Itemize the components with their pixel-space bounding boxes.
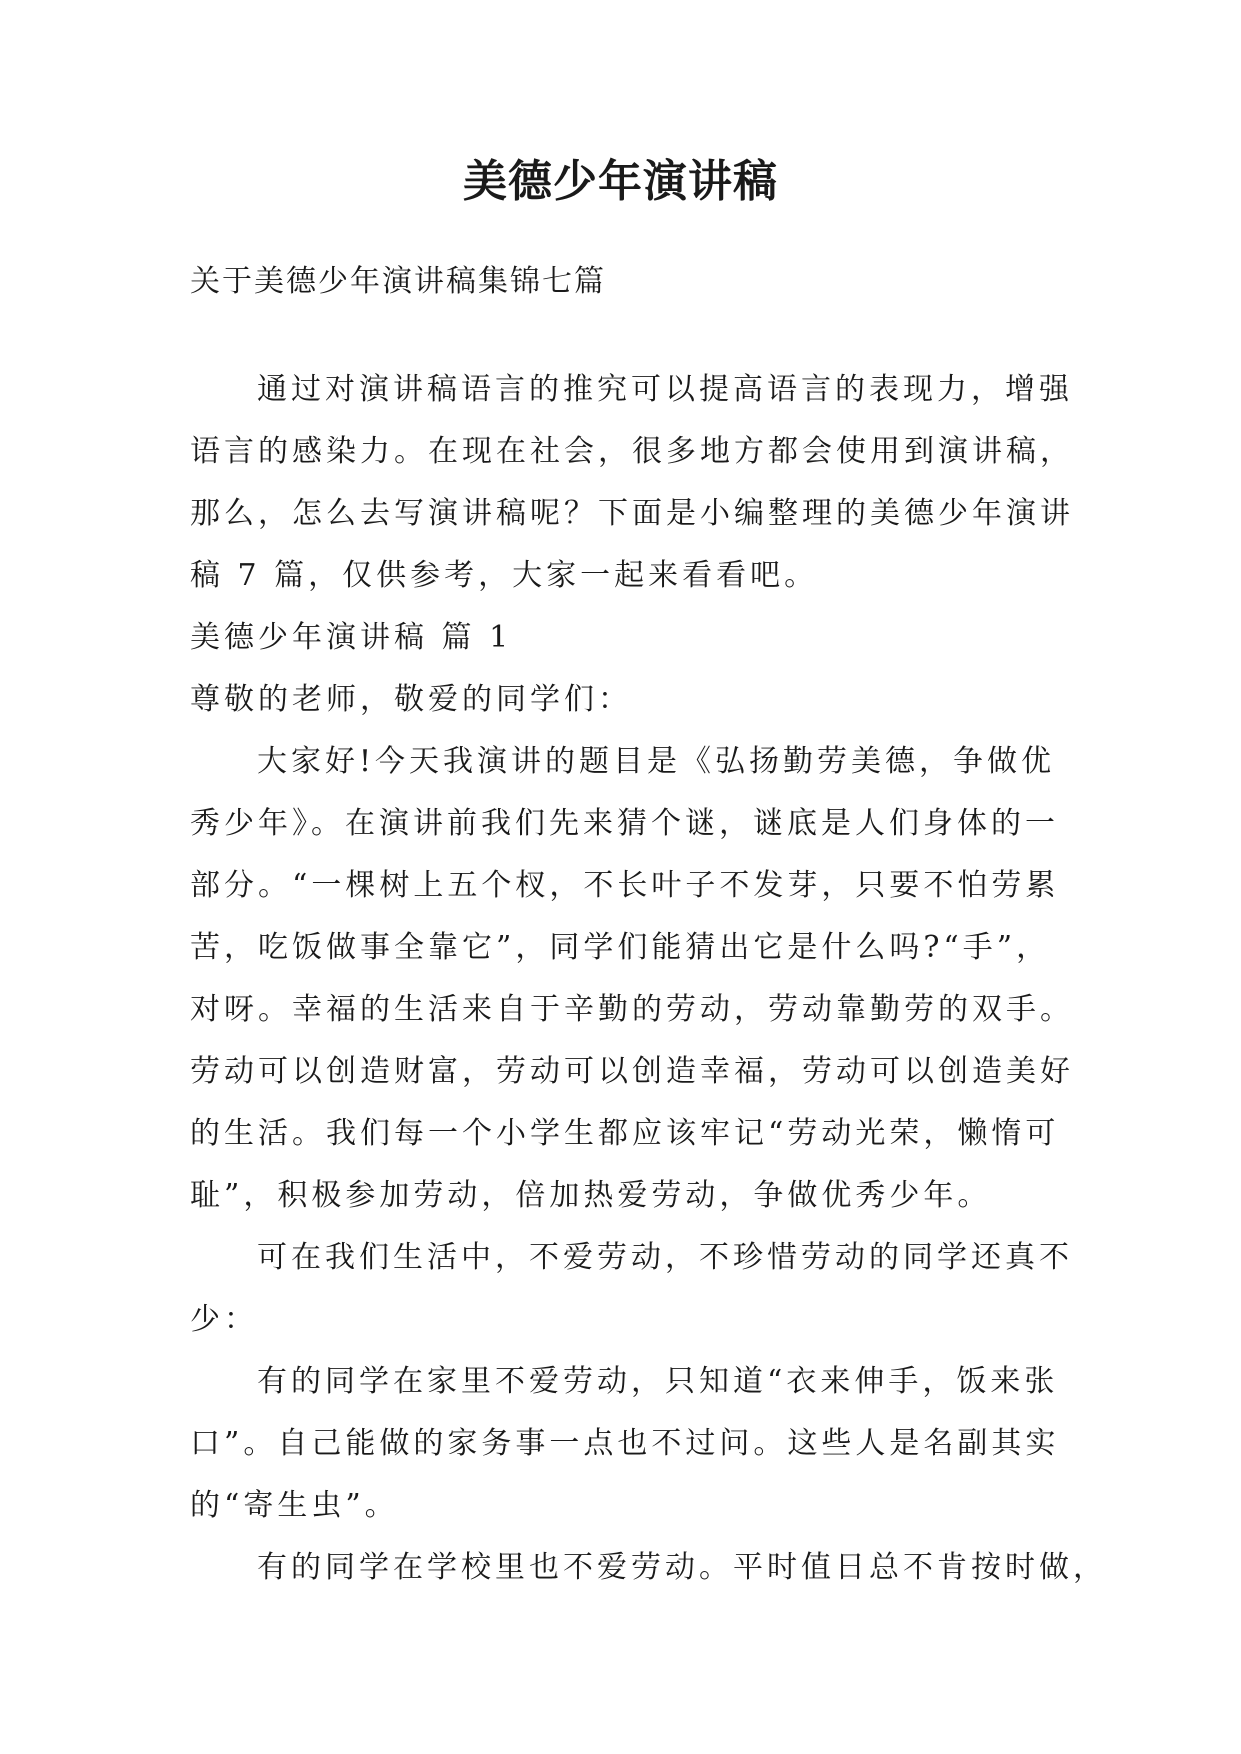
paragraph-line: 苦，吃饭做事全靠它”，同学们能猜出它是什么吗?“手”， — [190, 930, 1051, 965]
paragraph-line: 有的同学在学校里也不爱劳动。平时值日总不肯按时做， — [257, 1550, 1107, 1585]
paragraph-line: 劳动可以创造财富，劳动可以创造幸福，劳动可以创造美好 — [190, 1054, 1074, 1089]
document-title: 美德少年演讲稿 — [463, 156, 778, 207]
document-subtitle: 关于美德少年演讲稿集锦七篇 — [190, 264, 606, 299]
paragraph-line: 通过对演讲稿语言的推究可以提高语言的表现力，增强 — [257, 372, 1073, 407]
paragraph-line: 可在我们生活中，不爱劳动，不珍惜劳动的同学还真不 — [257, 1240, 1073, 1275]
paragraph-line: 对呀。幸福的生活来自于辛勤的劳动，劳动靠勤劳的双手。 — [190, 992, 1074, 1027]
paragraph-line: 稿 7 篇，仅供参考，大家一起来看看吧。 — [190, 558, 819, 593]
paragraph-line: 的“寄生虫”。 — [190, 1488, 399, 1523]
paragraph-line: 有的同学在家里不爱劳动，只知道“衣来伸手，饭来张 — [257, 1364, 1059, 1399]
paragraph-line: 秀少年》。在演讲前我们先来猜个谜，谜底是人们身体的一 — [190, 806, 1059, 841]
section-heading: 美德少年演讲稿 篇 1 — [190, 620, 513, 655]
paragraph-line: 少： — [190, 1302, 258, 1337]
paragraph-line: 大家好!今天我演讲的题目是《弘扬勤劳美德，争做优 — [257, 744, 1056, 779]
paragraph-line: 的生活。我们每一个小学生都应该牢记“劳动光荣，懒惰可 — [190, 1116, 1060, 1151]
paragraph-line: 口”。自己能做的家务事一点也不过问。这些人是名副其实 — [190, 1426, 1060, 1461]
paragraph-line: 部分。“一棵树上五个杈，不长叶子不发芽，只要不怕劳累 — [190, 868, 1060, 903]
paragraph-line: 那么，怎么去写演讲稿呢？下面是小编整理的美德少年演讲 — [190, 496, 1074, 531]
salutation: 尊敬的老师，敬爱的同学们： — [190, 682, 632, 717]
paragraph-line: 耻”，积极参加劳动，倍加热爱劳动，争做优秀少年。 — [190, 1178, 992, 1213]
paragraph-line: 语言的感染力。在现在社会，很多地方都会使用到演讲稿， — [190, 434, 1074, 469]
